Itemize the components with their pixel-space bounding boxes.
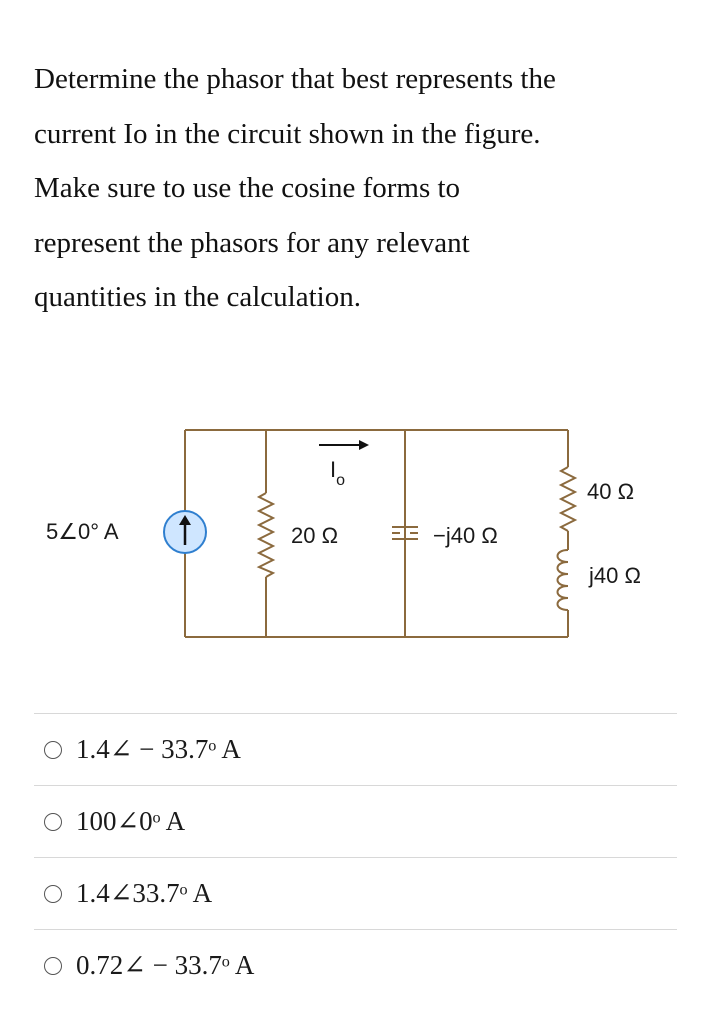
question-line-4: represent the phasors for any relevant	[34, 226, 470, 259]
circuit-figure	[0, 405, 705, 665]
question-text	[34, 52, 684, 325]
option-label: 0.72∠ − 33.7ᵒ A	[76, 950, 255, 980]
current-label	[330, 457, 345, 489]
source-label: 5∠0° A	[46, 519, 119, 544]
option-label: 1.4∠ − 33.7ᵒ A	[76, 734, 241, 764]
option-3[interactable]	[34, 857, 677, 929]
radio-button[interactable]	[44, 957, 62, 975]
current-label-sub: o	[336, 472, 346, 489]
resistor-40-symbol	[561, 467, 575, 531]
option-4[interactable]	[34, 929, 677, 1001]
circuit-diagram	[0, 405, 705, 665]
option-1[interactable]	[34, 713, 677, 785]
current-arrow-icon	[319, 440, 369, 450]
option-label: 1.4∠33.7ᵒ A	[76, 878, 213, 908]
capacitor-label: −j40 Ω	[433, 523, 498, 548]
answer-options	[34, 713, 677, 1001]
resistor-20-symbol	[259, 493, 273, 577]
question-line-5: quantities in the calculation.	[34, 281, 361, 313]
current-source-icon	[164, 511, 206, 553]
question-line-3: Make sure to use the cosine forms to	[34, 172, 461, 204]
resistor-40-label: 40 Ω	[587, 479, 635, 504]
inductor-label: j40 Ω	[589, 563, 641, 588]
resistor-20-label: 20 Ω	[291, 523, 339, 548]
radio-button[interactable]	[44, 813, 62, 831]
circuit-wires	[185, 430, 568, 637]
inductor-symbol	[558, 531, 569, 620]
question-line-2: current Io in the circuit shown in the figure.	[34, 117, 541, 150]
option-2[interactable]	[34, 785, 677, 857]
option-label: 100∠0ᵒ A	[76, 806, 186, 836]
question-line-1: Determine the phasor that best represents the	[34, 63, 556, 95]
radio-button[interactable]	[44, 885, 62, 903]
current-label-main: I	[330, 457, 337, 482]
radio-button[interactable]	[44, 741, 62, 759]
